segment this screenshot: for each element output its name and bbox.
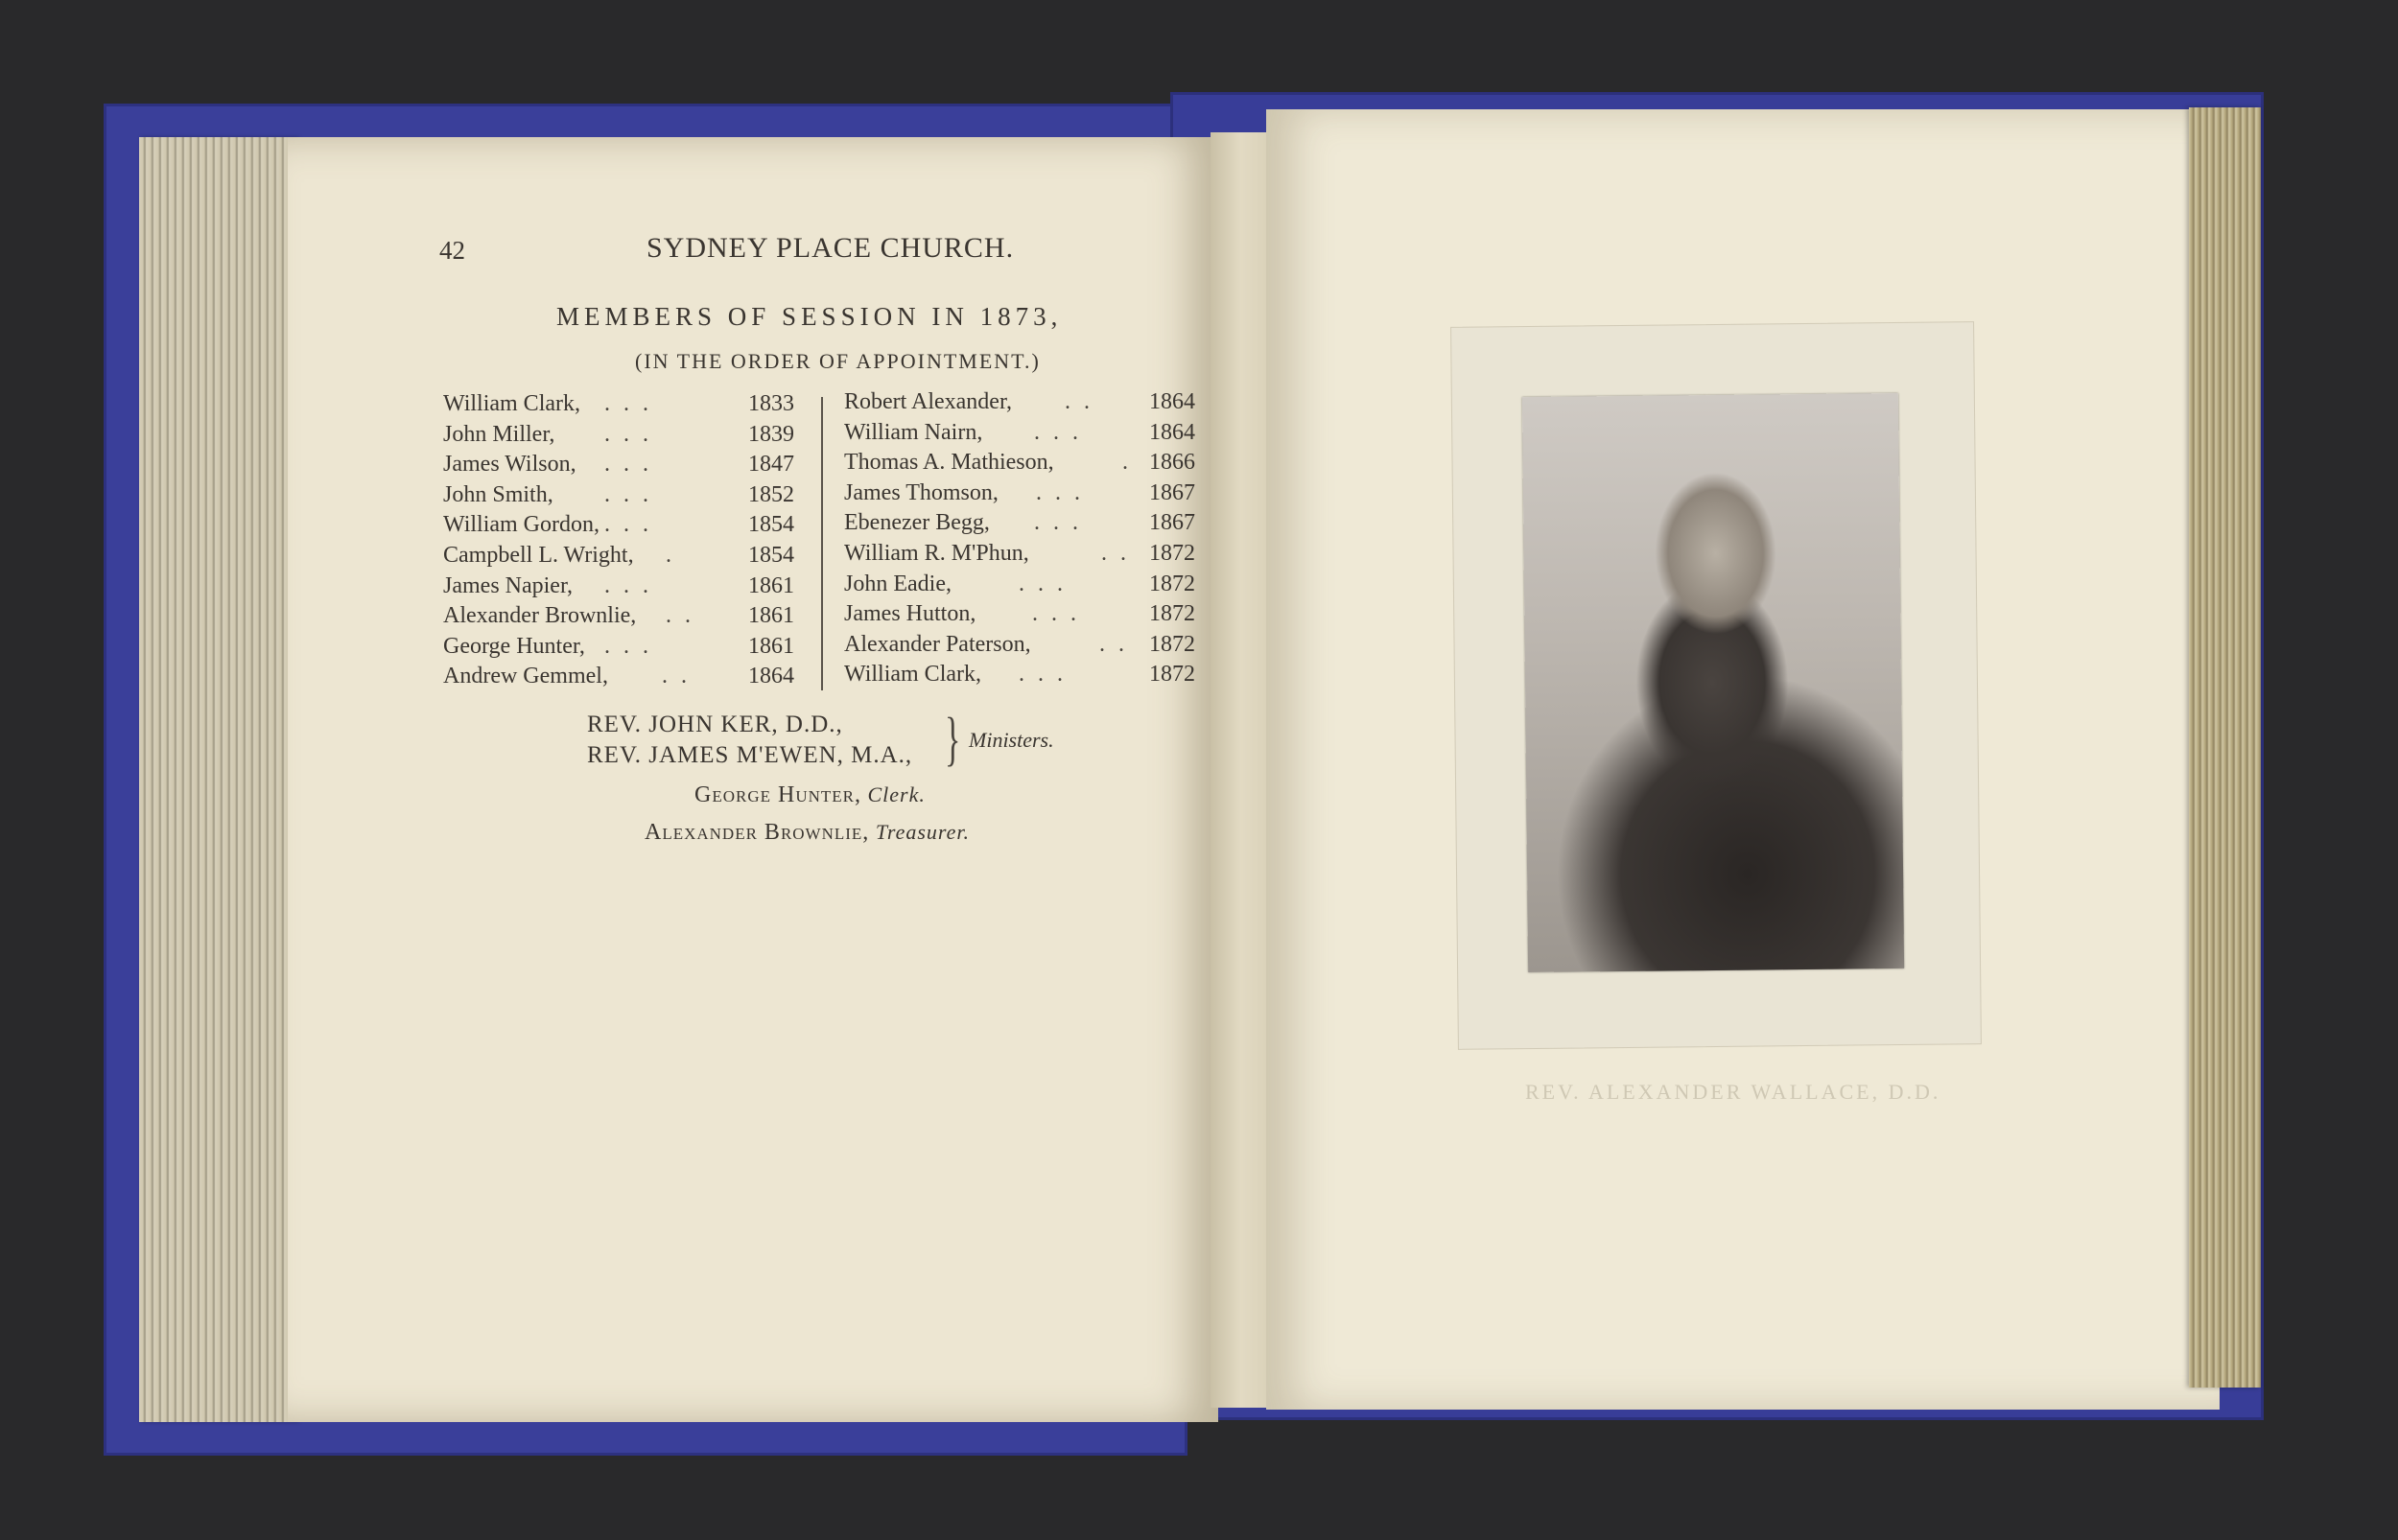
clerk-role: Clerk. (867, 782, 926, 806)
member-year: 1866 (1149, 450, 1195, 476)
member-name: James Wilson, (443, 452, 576, 478)
leader-dots: ... (1032, 601, 1090, 627)
leader-dots: ... (604, 512, 662, 538)
clerk-line (694, 782, 926, 808)
member-year: 1872 (1149, 662, 1195, 688)
member-name: James Thomson, (844, 479, 999, 505)
member-row (844, 660, 1199, 690)
member-year: 1864 (1149, 389, 1195, 414)
member-row (844, 448, 1199, 478)
leader-dots: ... (1019, 662, 1076, 688)
member-name: Campbell L. Wright, (443, 542, 634, 568)
member-name: James Napier, (443, 572, 573, 598)
member-name: William R. M'Phun, (844, 540, 1029, 566)
leader-dots: ... (604, 452, 662, 478)
member-year: 1852 (748, 481, 794, 507)
leader-dots: .. (1065, 389, 1103, 414)
leader-dots: .. (1101, 540, 1140, 566)
clerk-name: George Hunter, (694, 782, 861, 807)
page-edges-right (2189, 107, 2261, 1388)
leader-dots: ... (1034, 419, 1092, 445)
member-name: James Hutton, (844, 601, 976, 627)
member-year: 1872 (1149, 601, 1195, 627)
leader-dots: . (666, 542, 671, 568)
page-edges-left (139, 137, 297, 1422)
member-year: 1872 (1149, 571, 1195, 596)
member-year: 1867 (1149, 479, 1195, 505)
member-year: 1861 (748, 633, 794, 659)
member-name: George Hunter, (443, 633, 585, 659)
treasurer-role: Treasurer. (875, 820, 971, 844)
leader-dots: . (1122, 450, 1141, 476)
running-head: SYDNEY PLACE CHURCH. (647, 232, 1015, 264)
portrait-photograph (1522, 393, 1904, 972)
member-year: 1864 (748, 664, 794, 689)
member-row (443, 420, 798, 451)
member-year: 1872 (1149, 540, 1195, 566)
leader-dots: ... (1036, 479, 1093, 505)
column-divider (821, 397, 823, 690)
member-row (443, 541, 798, 572)
leader-dots: ... (604, 391, 662, 416)
member-row (443, 450, 798, 480)
member-year: 1861 (748, 603, 794, 629)
member-name: John Miller, (443, 421, 555, 447)
member-row (443, 601, 798, 632)
member-year: 1854 (748, 512, 794, 538)
member-row (844, 387, 1199, 418)
member-year: 1861 (748, 572, 794, 598)
member-year: 1864 (1149, 419, 1195, 445)
minister-2: REV. JAMES M'EWEN, M.A., (587, 742, 913, 768)
member-row (844, 630, 1199, 661)
member-row (844, 570, 1199, 600)
member-row (844, 478, 1199, 509)
member-name: Thomas A. Mathieson, (844, 450, 1054, 476)
section-subtitle: (IN THE ORDER OF APPOINTMENT.) (635, 349, 1041, 373)
member-row (844, 599, 1199, 630)
member-row (443, 572, 798, 602)
member-name: John Eadie, (844, 571, 952, 596)
member-name: William Clark, (844, 662, 982, 688)
member-row (443, 510, 798, 541)
member-name: Andrew Gemmel, (443, 664, 608, 689)
member-year: 1839 (748, 421, 794, 447)
member-name: Robert Alexander, (844, 389, 1012, 414)
member-year: 1847 (748, 452, 794, 478)
leader-dots: .. (662, 664, 700, 689)
members-column-right (844, 387, 1199, 690)
leader-dots: ... (604, 421, 662, 447)
member-name: Ebenezer Begg, (844, 510, 990, 536)
member-year: 1867 (1149, 510, 1195, 536)
member-row (443, 389, 798, 420)
treasurer-name: Alexander Brownlie, (645, 820, 870, 845)
member-name: Alexander Paterson, (844, 631, 1031, 657)
page-number: 42 (439, 236, 465, 265)
portrait-caption: REV. ALEXANDER WALLACE, D.D. (1525, 1080, 1941, 1104)
member-row (844, 539, 1199, 570)
brace-glyph: } (945, 707, 961, 772)
member-name: William Nairn, (844, 419, 983, 445)
member-row (443, 662, 798, 692)
section-title: MEMBERS OF SESSION IN 1873, (556, 302, 1063, 331)
member-year: 1854 (748, 542, 794, 568)
leader-dots: ... (604, 572, 662, 598)
member-year: 1872 (1149, 631, 1195, 657)
ministers-label: Ministers. (969, 728, 1054, 752)
member-name: William Clark, (443, 391, 581, 416)
member-name: William Gordon, (443, 512, 600, 538)
treasurer-line (645, 820, 970, 846)
member-row (443, 480, 798, 511)
members-column-left (443, 389, 798, 692)
leader-dots: .. (666, 603, 704, 629)
minister-1: REV. JOHN KER, D.D., (587, 712, 843, 737)
member-row (443, 632, 798, 663)
member-name: John Smith, (443, 481, 553, 507)
leader-dots: .. (1099, 631, 1138, 657)
member-name: Alexander Brownlie, (443, 603, 637, 629)
leader-dots: ... (604, 633, 662, 659)
leader-dots: ... (1019, 571, 1076, 596)
leader-dots: ... (604, 481, 662, 507)
member-year: 1833 (748, 391, 794, 416)
member-row (844, 418, 1199, 449)
member-row (844, 508, 1199, 539)
leader-dots: ... (1034, 510, 1092, 536)
